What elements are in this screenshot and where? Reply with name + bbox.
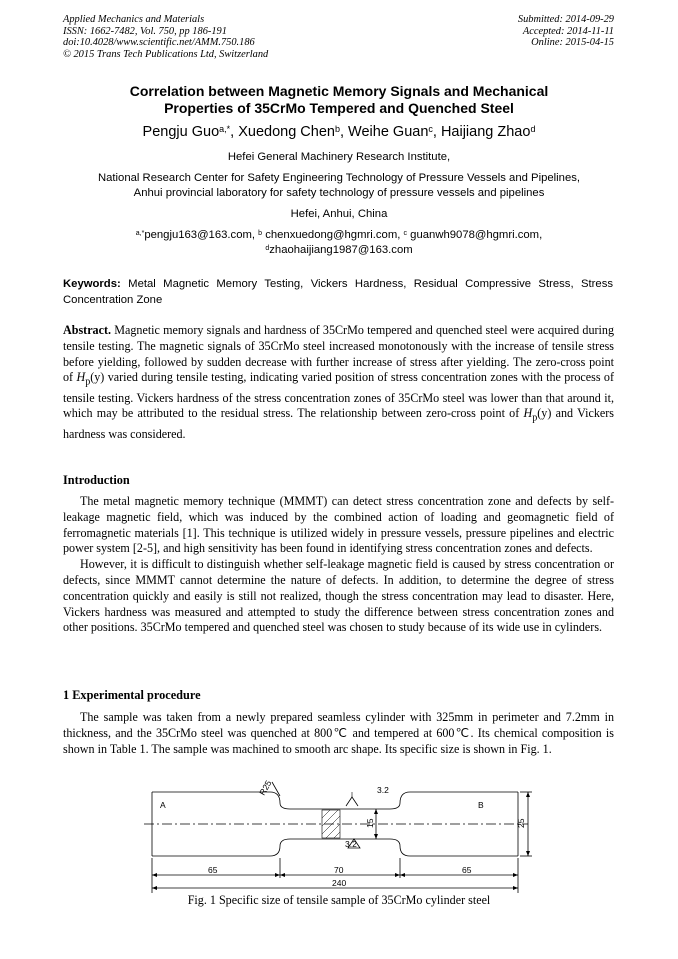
paragraph: However, it is difficult to distinguish whether self-leakage magnetic field is caused by stress concentration or defects, since MMMT cannot determine the nature of defects. In addition, to determine the degree of stress concentration quickly and easily is still not realized, though the stress concentration may lead to disaster. Here, Vickers hardness was measured and attempted to study the difference between stress concentration zones and other positions. 35CrMo tempered and quenched steel was chosen to study because of its wide use in cylinders. <box>63 557 614 635</box>
author-separator: , <box>432 124 441 140</box>
accepted-date: Accepted: 2014-11-11 <box>522 25 614 37</box>
journal-copyright: © 2015 Trans Tech Publications Ltd, Switzerland <box>63 48 269 60</box>
author-list <box>40 123 638 141</box>
sample-outline-top <box>152 792 518 809</box>
author-name: Pengju Guo <box>142 124 220 140</box>
abstract-text: (y) and Vickers hardness was considered. <box>63 406 614 441</box>
tensile-sample-drawing <box>140 778 535 893</box>
dim-240-label: 240 <box>332 878 347 888</box>
title-line-2: Properties of 35CrMo Tempered and Quenched Steel <box>164 100 514 116</box>
abstract-text: (y) varied during tensile testing, indicating varied position of stress concentration zones with the process of tensile testing. Vickers hardness of the stress concentration zones of 35CrMo steel was lower than that around it, which may be attributed to the residual stress. The relationship between zero-cross point of <box>63 370 614 421</box>
sample-outline-bottom <box>152 839 518 856</box>
dim-65-left-label: 65 <box>208 865 218 875</box>
hp-symbol: H <box>76 370 86 385</box>
dim-65-right-label: 65 <box>462 865 472 875</box>
paragraph: The metal magnetic memory technique (MMMT) can detect stress concentration zone and defects by self-leakage magnetic field, which was induced by the combined action of loading and geomagnetic field of ferromagnetic materials [1]. This technique is utilized widely in pressure vessels, pressure pipelines and electric power system [2-5], and high sensitivity has been found in identifying stress concentration zones and defects. <box>63 494 614 556</box>
label-a: A <box>160 800 166 810</box>
hp-symbol: H <box>523 406 533 421</box>
radius-label: R25 <box>257 778 274 797</box>
paragraph: The sample was taken from a newly prepared seamless cylinder with 325mm in perimeter and 7.2mm in thickness, and the 35CrMo steel was quenched at 800℃ and tempered at 600℃. Its chemical composition is shown in Table 1. The sample was machined to smooth arc shape. Its specific size is shown in Fig. 1. <box>63 710 614 756</box>
email-sup: a,* <box>135 230 145 237</box>
author-sup: c <box>428 124 433 134</box>
affiliation-line-2: National Research Center for Safety Engineering Technology of Pressure Vessels and Pipelines, <box>97 172 581 184</box>
submitted-date: Submitted: 2014-09-29 <box>517 14 614 25</box>
figure-caption: Fig. 1 Specific size of tensile sample of 35CrMo cylinder steel <box>187 893 491 907</box>
keywords-label: Keywords: <box>63 278 121 290</box>
paper-title <box>40 83 638 117</box>
submission-dates <box>518 14 614 49</box>
author-separator: , <box>230 124 239 140</box>
email-sup: b <box>258 230 263 237</box>
email-line-1 <box>40 228 638 243</box>
abstract <box>63 323 614 442</box>
email-b[interactable]: chenxuedong@hgmri.com, <box>262 229 404 241</box>
journal-issn: ISSN: 1662-7482, Vol. 750, pp 186-191 <box>63 25 227 37</box>
online-date: Online: 2015-04-15 <box>531 37 614 49</box>
section-heading-experimental: 1 Experimental procedure <box>63 688 201 702</box>
email-sup: d <box>265 245 270 252</box>
email-sup: c <box>403 230 408 237</box>
experimental-body <box>63 710 614 757</box>
roughness-top-label: 3.2 <box>377 785 389 795</box>
title-line-1: Correlation between Magnetic Memory Signals and Mechanical <box>129 83 549 99</box>
dim-15-label: 15 <box>365 818 375 828</box>
journal-info <box>63 14 268 60</box>
abstract-text: Magnetic memory signals and hardness of 35CrMo tempered and quenched steel were acquired during tensile testing. The magnetic signals of 35CrMo steel increased monotonously with the increase of tensile stress before yielding, followed by sudden decrease with further increase of stress after yielding. The zero-cross point of <box>63 323 614 385</box>
affiliation-line-1: Hefei General Machinery Research Institute, <box>227 151 451 163</box>
roughness-top-icon <box>346 797 358 806</box>
email-d[interactable]: zhaohaijiang1987@163.com <box>269 244 413 256</box>
author-name: Haijiang Zhao <box>440 124 531 140</box>
email-c[interactable]: guanwh9078@hgmri.com, <box>407 229 543 241</box>
author-sup: d <box>530 124 536 134</box>
label-b: B <box>478 800 484 810</box>
email-a[interactable]: pengju163@163.com, <box>144 229 259 241</box>
dim-70-label: 70 <box>334 865 344 875</box>
roughness-bottom-label: 3.2 <box>345 839 357 849</box>
author-name: Xuedong Chen <box>238 124 335 140</box>
author-separator: , <box>339 124 349 140</box>
author-name: Weihe Guan <box>348 124 429 140</box>
affiliation-location: Hefei, Anhui, China <box>290 208 388 220</box>
journal-doi: doi:10.4028/www.scientific.net/AMM.750.186 <box>63 37 255 49</box>
journal-name: Applied Mechanics and Materials <box>63 14 205 25</box>
abstract-label: Abstract. <box>63 323 112 337</box>
author-sup: a,* <box>219 124 231 134</box>
section-heading-introduction: Introduction <box>63 473 130 487</box>
hp-subscript: p <box>532 412 538 424</box>
introduction-body <box>63 494 614 636</box>
dim-25-label: 25 <box>516 818 526 828</box>
affiliation-line-3: Anhui provincial laboratory for safety technology of pressure vessels and pipelines <box>133 187 545 199</box>
email-line-2 <box>40 243 638 258</box>
keywords <box>63 277 613 308</box>
author-sup: b <box>334 124 340 134</box>
hp-subscript: p <box>85 376 91 388</box>
keywords-text: Metal Magnetic Memory Testing, Vickers Hardness, Residual Compressive Stress, Stress Concentration Zone <box>63 278 613 306</box>
